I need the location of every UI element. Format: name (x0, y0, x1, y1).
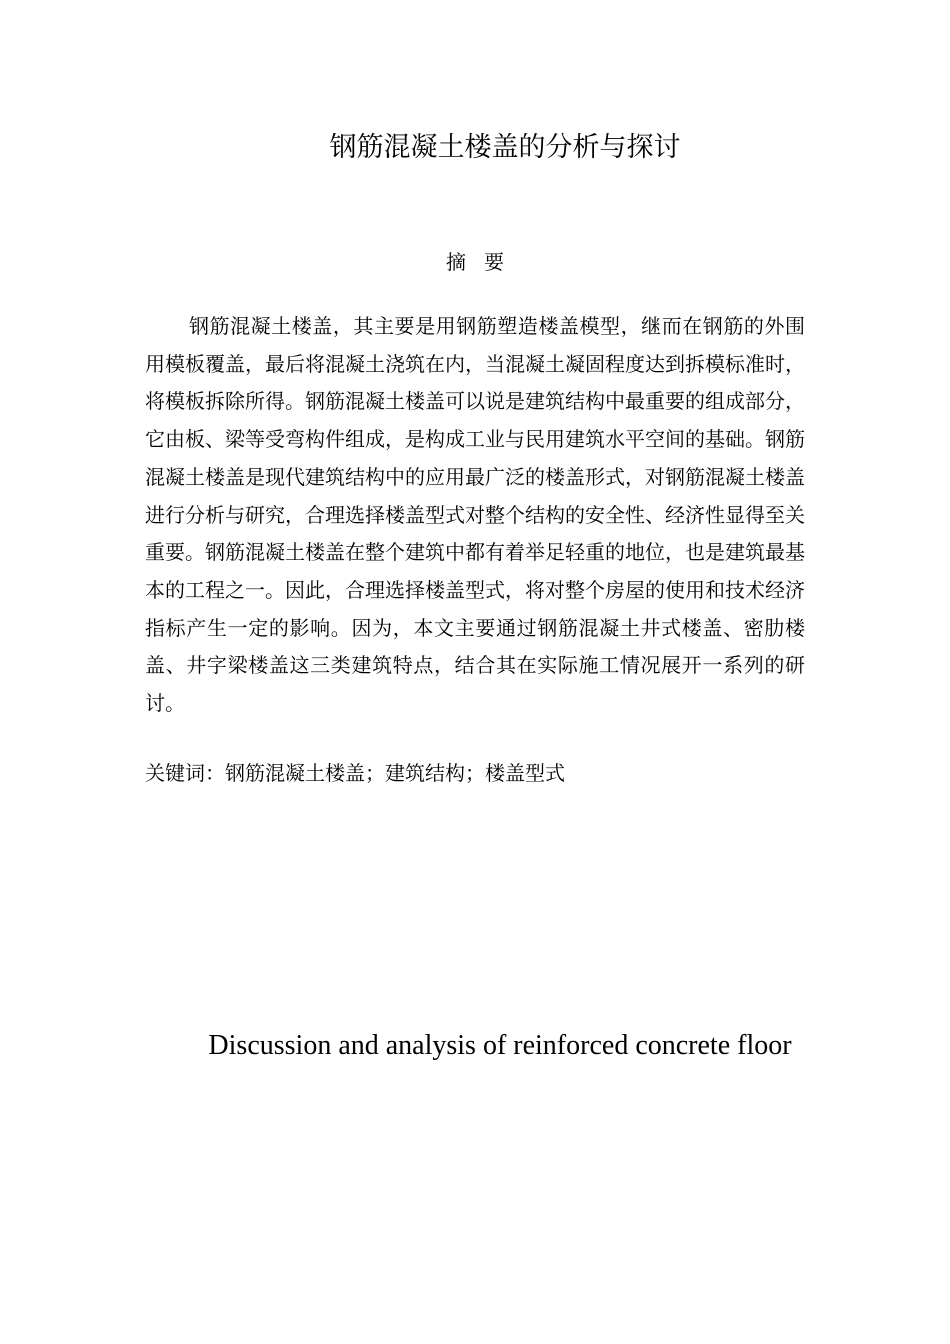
abstract-body: 钢筋混凝土楼盖，其主要是用钢筋塑造楼盖模型，继而在钢筋的外围用模板覆盖，最后将混凝土浇筑在内，当混凝土凝固程度达到拆模标准时，将模板拆除所得。钢筋混凝土楼盖可以说是建筑结构中最重要的组成部分，它由板、梁等受弯构件组成，是构成工业与民用建筑水平空间的基础。钢筋混凝土楼盖是现代建筑结构中的应用最广泛的楼盖形式，对钢筋混凝土楼盖进行分析与研究，合理选择楼盖型式对整个结构的安全性、经济性显得至关重要。钢筋混凝土楼盖在整个建筑中都有着举足轻重的地位，也是建筑最基本的工程之一。因此，合理选择楼盖型式，将对整个房屋的使用和技术经济指标产生一定的影响。因为，本文主要通过钢筋混凝土井式楼盖、密肋楼盖、井字梁楼盖这三类建筑特点，结合其在实际施工情况展开一系列的研讨。 (145, 314, 805, 716)
document-title: 钢筋混凝土楼盖的分析与探讨 (329, 132, 681, 163)
keywords-line: 关键词：钢筋混凝土楼盖；建筑结构；楼盖型式 (145, 761, 565, 785)
abstract-heading: 摘要 (446, 250, 522, 274)
english-title: Discussion and analysis of reinforced concrete floor (208, 1030, 792, 1061)
